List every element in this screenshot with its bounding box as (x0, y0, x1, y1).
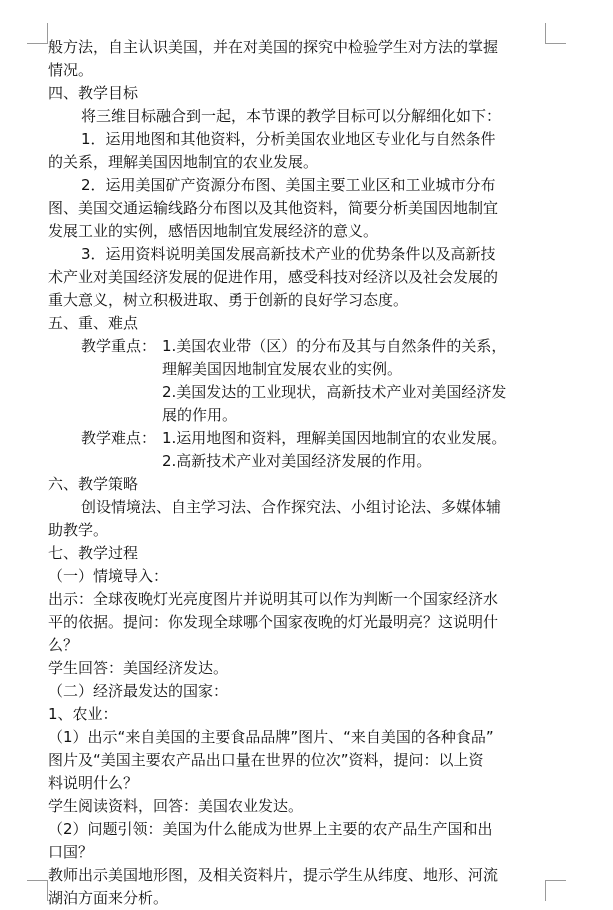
text-line: （2）问题引领：美国为什么能成为世界上主要的农产品生产国和出 (48, 820, 493, 838)
text-line: 图、美国交通运输线路分布图以及其他资料，简要分析美国因地制宜 (48, 199, 499, 217)
text-line: 发展工业的实例，感悟因地制宜发展经济的意义。 (48, 222, 379, 240)
crop-mark-bottom-left (27, 880, 48, 901)
text-line: 口国？ (48, 843, 94, 861)
text-line: 重大意义，树立积极进取、勇于创新的良好学习态度。 (48, 291, 409, 309)
text-line: 湖泊方面来分析。 (48, 889, 169, 907)
crop-mark-top-left (27, 23, 48, 44)
text-line: 将三维目标融合到一起，本节课的教学目标可以分解细化如下： (81, 107, 502, 125)
text-line: 料说明什么？ (48, 774, 139, 792)
text-line: 的关系，理解美国因地制宜的农业发展。 (48, 153, 319, 171)
text-line: 教师出示美国地形图，及相关资料片，提示学生从纬度、地形、河流 (48, 866, 499, 884)
key-point-1 (48, 335, 556, 358)
text-line: 平的依据。提问：你发现全球哪个国家夜晚的灯光最明亮？这说明什 (48, 613, 499, 631)
text-line: 展的作用。 (162, 406, 238, 424)
section-heading-process: 七、教学过程 (48, 544, 139, 562)
section-heading-key-points: 五、重、难点 (48, 314, 139, 332)
text-line: 理解美国因地制宜发展农业的实例。 (162, 360, 403, 378)
difficult-points-label: 教学难点： (81, 429, 157, 447)
text-line: （1）出示“来自美国的主要食品品牌”图片、“来自美国的各种食品” (48, 728, 494, 746)
text-line: 图片及“美国主要农产品出口量在世界的位次”资料，提问：以上资 (48, 751, 484, 769)
text-line: 学生回答：美国经济发达。 (48, 659, 229, 677)
objective-1: 1．运用地图和其他资料，分析美国农业地区专业化与自然条件 (81, 130, 496, 148)
key-point-text: 1.美国农业带（区）的分布及其与自然条件的关系， (162, 337, 507, 355)
difficult-point-text: 1.运用地图和资料，理解美国因地制宜的农业发展。 (162, 429, 507, 447)
text-line: 般方法，自主认识美国，并在对美国的探究中检验学生对方法的掌握 (48, 38, 499, 56)
difficult-point-1 (48, 427, 556, 450)
text-line: 术产业对美国经济发展的促进作用，感受科技对经济以及社会发展的 (48, 268, 499, 286)
difficult-point-2: 2.高新技术产业对美国经济发展的作用。 (162, 452, 432, 470)
key-point-2: 2.美国发达的工业现状，高新技术产业对美国经济发 (162, 383, 507, 401)
objective-2: 2．运用美国矿产资源分布图、美国主要工业区和工业城市分布 (81, 176, 496, 194)
text-line: 么？ (48, 636, 79, 654)
objective-3: 3．运用资料说明美国发展高新技术产业的优势条件以及高新技 (81, 245, 496, 263)
section-heading-strategy: 六、教学策略 (48, 475, 139, 493)
subheading-introduction: （一）情境导入： (48, 567, 169, 585)
text-line: 学生阅读资料，回答：美国农业发达。 (48, 797, 304, 815)
text-line: 出示：全球夜晚灯光亮度图片并说明其可以作为判断一个国家经济水 (48, 590, 499, 608)
text-line: 创设情境法、自主学习法、合作探究法、小组讨论法、多媒体辅 (81, 498, 502, 516)
subheading-agriculture: 1、农业： (48, 705, 118, 723)
text-line: 助教学。 (48, 521, 109, 539)
section-heading-objectives: 四、教学目标 (48, 84, 139, 102)
document-body (48, 36, 556, 910)
key-points-label: 教学重点： (81, 337, 157, 355)
text-line: 情况。 (48, 61, 94, 79)
subheading-economy: （二）经济最发达的国家： (48, 682, 229, 700)
